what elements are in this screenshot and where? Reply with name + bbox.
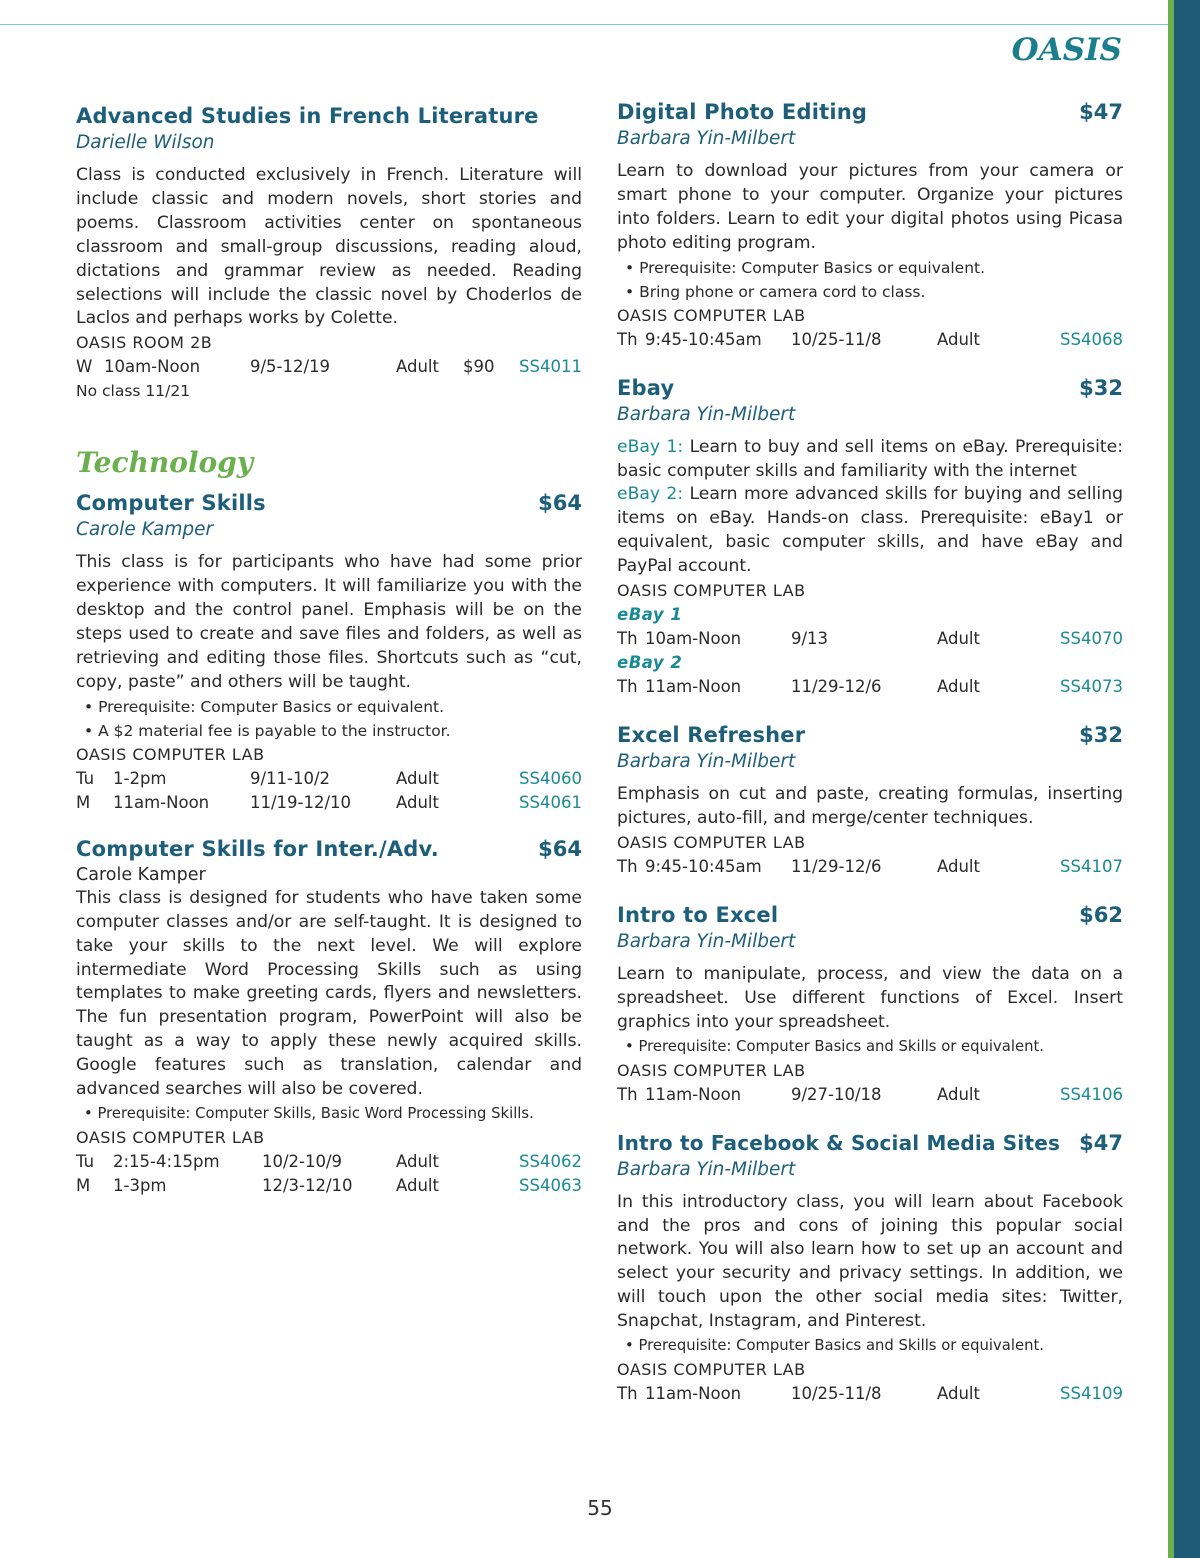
schedule-row bbox=[617, 627, 1123, 651]
course-price: $47 bbox=[1079, 100, 1123, 124]
course-title: Ebay bbox=[617, 375, 675, 400]
schedule-dates: 9/27-10/18 bbox=[791, 1084, 882, 1104]
schedule-day: Tu bbox=[76, 1151, 95, 1171]
course-description: Learn to manipulate, process, and view the data on a spreadsheet. Use different functions of Excel. Insert graphics into your spreadsheet. bbox=[617, 963, 1123, 1032]
course-description-part1 bbox=[617, 436, 1123, 484]
course-instructor: Carole Kamper bbox=[76, 864, 206, 885]
course-instructor: Carole Kamper bbox=[76, 519, 214, 541]
schedule-time: 10am-Noon bbox=[104, 357, 201, 377]
schedule-dates: 12/3-12/10 bbox=[262, 1175, 353, 1195]
schedule-row bbox=[76, 767, 582, 791]
schedule-day: Th bbox=[617, 629, 638, 649]
schedule-time: 11am-Noon bbox=[113, 792, 210, 812]
bullet-text: A $2 material fee is payable to the instructor. bbox=[98, 721, 451, 740]
schedule-time: 10am-Noon bbox=[645, 629, 742, 649]
course-computer-skills bbox=[76, 489, 582, 814]
schedule-dates: 9/5-12/19 bbox=[250, 357, 331, 377]
course-location: OASIS COMPUTER LAB bbox=[617, 581, 806, 601]
course-digital-photo bbox=[617, 98, 1123, 352]
schedule-dates: 11/29-12/6 bbox=[791, 677, 882, 697]
right-column bbox=[617, 98, 1123, 1434]
bullet-item: • Prerequisite: Computer Basics and Skills or equivalent. bbox=[625, 1037, 1044, 1055]
course-computer-skills-adv bbox=[76, 835, 582, 1198]
course-price: $62 bbox=[1079, 902, 1123, 927]
schedule-row bbox=[617, 855, 1123, 879]
bullet-text: Prerequisite: Computer Basics and Skills or equivalent. bbox=[638, 1037, 1044, 1055]
course-title: Computer Skills bbox=[76, 491, 266, 516]
schedule-price: $90 bbox=[463, 357, 495, 377]
schedule-row bbox=[617, 328, 1123, 352]
session-label: eBay 1 bbox=[617, 605, 683, 625]
bullet-text: Bring phone or camera cord to class. bbox=[639, 282, 926, 301]
ebay-part2-label: eBay 2: bbox=[617, 484, 684, 505]
section-heading: Technology bbox=[76, 446, 254, 480]
schedule-time: 11am-Noon bbox=[645, 1084, 742, 1104]
schedule-time: 11am-Noon bbox=[645, 1384, 742, 1404]
schedule-day: Th bbox=[617, 329, 638, 349]
schedule-dates: 9/11-10/2 bbox=[250, 768, 331, 788]
schedule-time: 1-2pm bbox=[113, 768, 167, 788]
course-description-part2 bbox=[617, 483, 1123, 579]
course-ebay bbox=[617, 374, 1123, 699]
schedule-audience: Adult bbox=[937, 856, 980, 876]
course-title: Intro to Facebook & Social Media Sites bbox=[617, 1130, 1061, 1155]
schedule-time: 9:45-10:45am bbox=[645, 329, 762, 349]
course-instructor: Barbara Yin-Milbert bbox=[617, 930, 796, 952]
bullet-text: Prerequisite: Computer Basics and Skills or equivalent. bbox=[638, 1337, 1044, 1355]
ebay-part2-text: Learn more advanced skills for buying and selling items on eBay. Hands-on class. Prerequisite: eBay1 or equivalent, basic computer skills, and have eBay and PayPal account. bbox=[617, 484, 1124, 577]
course-location: OASIS COMPUTER LAB bbox=[617, 832, 806, 852]
schedule-time: 9:45-10:45am bbox=[645, 856, 762, 876]
course-location: OASIS COMPUTER LAB bbox=[617, 1060, 806, 1080]
schedule-time: 11am-Noon bbox=[645, 677, 742, 697]
schedule-day: M bbox=[76, 1175, 91, 1195]
course-code: SS4107 bbox=[1060, 856, 1123, 876]
schedule-audience: Adult bbox=[396, 357, 439, 377]
course-description: Learn to download your pictures from your camera or smart phone to your computer. Organize your pictures into folders. Learn to edit your digital photos using Picasa photo editing program. bbox=[617, 161, 1123, 253]
course-intro-facebook bbox=[617, 1129, 1123, 1406]
course-code: SS4068 bbox=[1060, 329, 1123, 349]
course-code: SS4063 bbox=[519, 1175, 582, 1195]
schedule-row bbox=[76, 791, 582, 815]
bullet-item: • Prerequisite: Computer Basics or equivalent. bbox=[625, 258, 986, 277]
course-code: SS4061 bbox=[519, 792, 582, 812]
course-location: OASIS ROOM 2B bbox=[76, 333, 213, 353]
schedule-time: 2:15-4:15pm bbox=[113, 1151, 220, 1171]
course-description: This class is for participants who have had some prior experience with computers. It will familiarize you with the desktop and the control panel. Emphasis will be on the steps used to create and save files and folders, as well as retrieving and editing those files. Shortcuts such as “cut, copy, paste” and others will be taught. bbox=[76, 552, 582, 692]
course-title: Excel Refresher bbox=[617, 723, 806, 748]
course-instructor: Barbara Yin-Milbert bbox=[617, 128, 796, 149]
schedule-dates: 9/13 bbox=[791, 629, 829, 649]
course-title: Advanced Studies in French Literature bbox=[76, 104, 539, 128]
section-header-title: OASIS bbox=[1011, 32, 1122, 68]
schedule-row bbox=[617, 1382, 1123, 1406]
course-code: SS4070 bbox=[1060, 629, 1123, 649]
schedule-audience: Adult bbox=[937, 329, 980, 349]
schedule-day: M bbox=[76, 792, 91, 812]
course-location: OASIS COMPUTER LAB bbox=[76, 1127, 265, 1147]
bullet-text: Prerequisite: Computer Basics or equivalent. bbox=[639, 258, 986, 277]
schedule-day: Th bbox=[617, 856, 638, 876]
schedule-dates: 10/25-11/8 bbox=[791, 329, 882, 349]
course-french-literature bbox=[76, 102, 582, 403]
course-code: SS4106 bbox=[1060, 1084, 1123, 1104]
course-price: $64 bbox=[538, 491, 582, 516]
course-code: SS4062 bbox=[519, 1151, 582, 1171]
bullet-item: • Bring phone or camera cord to class. bbox=[625, 282, 926, 301]
course-instructor: Barbara Yin-Milbert bbox=[617, 1158, 796, 1180]
course-description: Emphasis on cut and paste, creating formulas, inserting pictures, auto-fill, and merge/center techniques. bbox=[617, 784, 1123, 828]
course-code: SS4060 bbox=[519, 768, 582, 788]
schedule-time: 1-3pm bbox=[113, 1175, 167, 1195]
schedule-day: Th bbox=[617, 1084, 638, 1104]
schedule-day: Tu bbox=[76, 768, 95, 788]
schedule-dates: 11/29-12/6 bbox=[791, 856, 882, 876]
course-code: SS4073 bbox=[1060, 677, 1123, 697]
course-code: SS4011 bbox=[519, 357, 582, 377]
session-label: eBay 2 bbox=[617, 653, 683, 673]
schedule-row bbox=[76, 1174, 582, 1198]
schedule-row bbox=[76, 355, 582, 379]
schedule-dates: 10/2-10/9 bbox=[262, 1151, 343, 1171]
course-description: Class is conducted exclusively in French. Literature will include classic and modern novels, short stories and poems. Classroom activities center on spontaneous classroom and small-group discussions, reading aloud, dictations and grammar review as needed. Reading selections will include the classic novel by Choderlos de Laclos and perhaps works by Colette. bbox=[76, 165, 582, 329]
course-instructor: Barbara Yin-Milbert bbox=[617, 751, 796, 773]
left-column bbox=[76, 102, 582, 1226]
bullet-item: • Prerequisite: Computer Basics and Skills or equivalent. bbox=[625, 1337, 1044, 1355]
schedule-row bbox=[76, 1150, 582, 1174]
schedule-row bbox=[617, 1083, 1123, 1107]
course-title: Intro to Excel bbox=[617, 902, 779, 927]
ebay-part1-label: eBay 1: bbox=[617, 436, 684, 457]
course-title: Digital Photo Editing bbox=[617, 100, 868, 124]
schedule-dates: 11/19-12/10 bbox=[250, 792, 352, 812]
course-note: No class 11/21 bbox=[76, 382, 191, 401]
course-instructor: Darielle Wilson bbox=[76, 132, 215, 153]
top-divider bbox=[0, 24, 1168, 25]
course-location: OASIS COMPUTER LAB bbox=[617, 305, 806, 325]
bullet-text: Prerequisite: Computer Basics or equivalent. bbox=[98, 697, 445, 716]
course-price: $32 bbox=[1079, 723, 1123, 748]
bullet-item: • Prerequisite: Computer Skills, Basic Word Processing Skills. bbox=[84, 1104, 534, 1122]
schedule-row bbox=[617, 675, 1123, 699]
course-price: $64 bbox=[538, 836, 582, 861]
course-location: OASIS COMPUTER LAB bbox=[76, 744, 265, 764]
schedule-audience: Adult bbox=[937, 1384, 980, 1404]
course-excel-refresher bbox=[617, 721, 1123, 879]
course-intro-excel bbox=[617, 901, 1123, 1107]
schedule-day: Th bbox=[617, 1384, 638, 1404]
schedule-audience: Adult bbox=[937, 677, 980, 697]
bullet-text: Prerequisite: Computer Skills, Basic Word Processing Skills. bbox=[97, 1104, 534, 1122]
schedule-day: Th bbox=[617, 677, 638, 697]
course-price: $32 bbox=[1079, 375, 1123, 400]
schedule-audience: Adult bbox=[937, 1084, 980, 1104]
page-number: 55 bbox=[587, 1496, 613, 1520]
course-location: OASIS COMPUTER LAB bbox=[617, 1360, 806, 1380]
schedule-audience: Adult bbox=[396, 792, 439, 812]
bullet-item: • A $2 material fee is payable to the instructor. bbox=[84, 721, 451, 740]
schedule-audience: Adult bbox=[396, 768, 439, 788]
schedule-dates: 10/25-11/8 bbox=[791, 1384, 882, 1404]
side-tab-bar bbox=[1174, 0, 1200, 1558]
ebay-part1-text: Learn to buy and sell items on eBay. Prerequisite: basic computer skills and familiarity with the internet bbox=[617, 436, 1123, 481]
schedule-audience: Adult bbox=[396, 1151, 439, 1171]
course-price: $47 bbox=[1079, 1130, 1123, 1155]
course-instructor: Barbara Yin-Milbert bbox=[617, 403, 796, 425]
schedule-audience: Adult bbox=[396, 1175, 439, 1195]
course-code: SS4109 bbox=[1060, 1384, 1123, 1404]
course-title: Computer Skills for Inter./Adv. bbox=[76, 836, 439, 861]
schedule-day: W bbox=[76, 357, 93, 377]
bullet-item: • Prerequisite: Computer Basics or equivalent. bbox=[84, 697, 445, 716]
course-description: In this introductory class, you will learn about Facebook and the pros and cons of joining this popular social network. You will also learn how to set up an account and select your security and privacy settings. In addition, we will touch upon the other social media sites: Twitter, Snapchat, Instagram, and Pinterest. bbox=[617, 1191, 1123, 1332]
schedule-audience: Adult bbox=[937, 629, 980, 649]
course-description: This class is designed for students who have taken some computer classes and/or are self-taught. It is designed to take your skills to the next level. We will explore intermediate Word Processing Skills such as using templates to make greeting cards, flyers and newsletters. The fun presentation program, PowerPoint will also be taught as a way to apply these newly acquired skills. Google features such as translation, calendar and advanced searches will also be covered. bbox=[76, 887, 582, 1100]
